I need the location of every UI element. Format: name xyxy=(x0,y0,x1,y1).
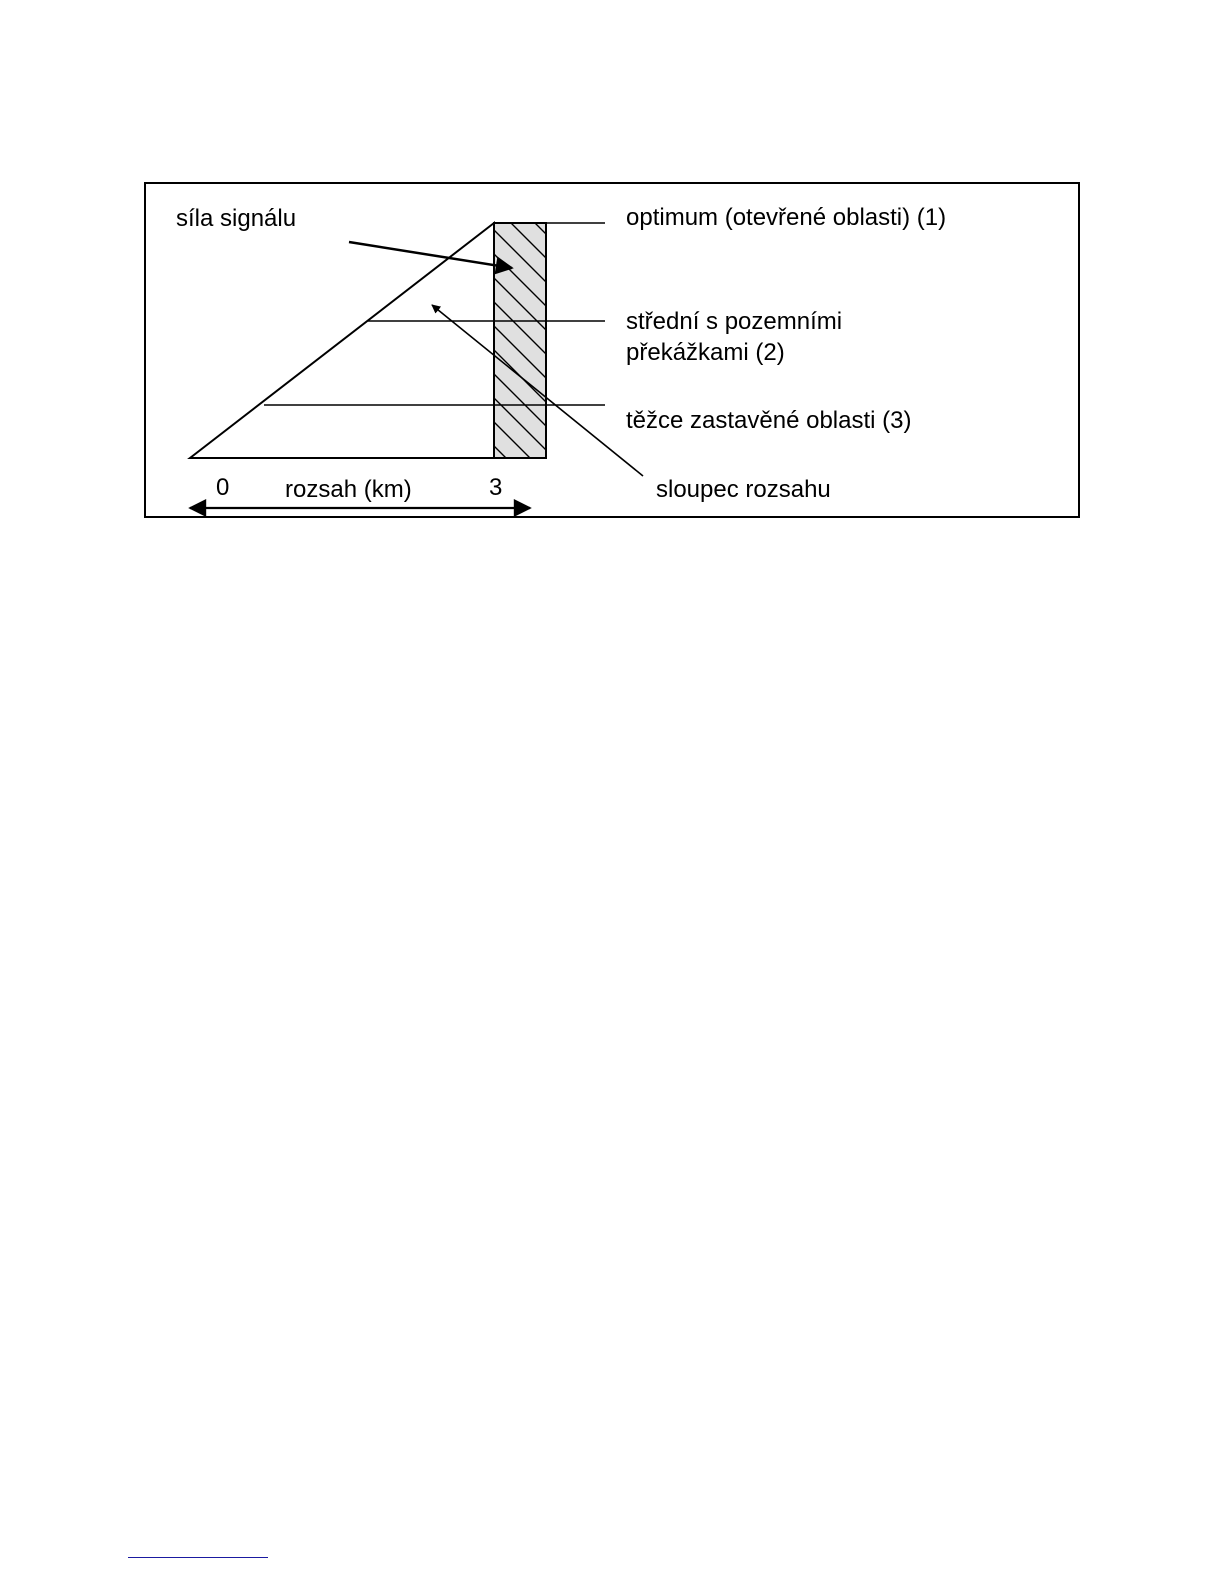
range-column-label: sloupec rozsahu xyxy=(656,476,831,503)
optimum-label: optimum (otevřené oblasti) (1) xyxy=(626,204,947,231)
dense-label: těžce zastavěné oblasti (3) xyxy=(626,407,912,434)
signal-strength-arrow xyxy=(349,242,512,268)
axis-max-label: 3 xyxy=(489,474,503,501)
medium-label-line2: překážkami (2) xyxy=(626,339,785,366)
axis-title-label: rozsah (km) xyxy=(285,476,412,503)
medium-label-line1: střední s pozemními xyxy=(626,308,843,335)
axis-zero-label: 0 xyxy=(216,474,230,501)
footnote-separator xyxy=(128,1557,268,1558)
range-column xyxy=(494,223,546,458)
diagram-frame xyxy=(145,183,1079,517)
signal-strength-label: síla signálu xyxy=(176,205,297,232)
